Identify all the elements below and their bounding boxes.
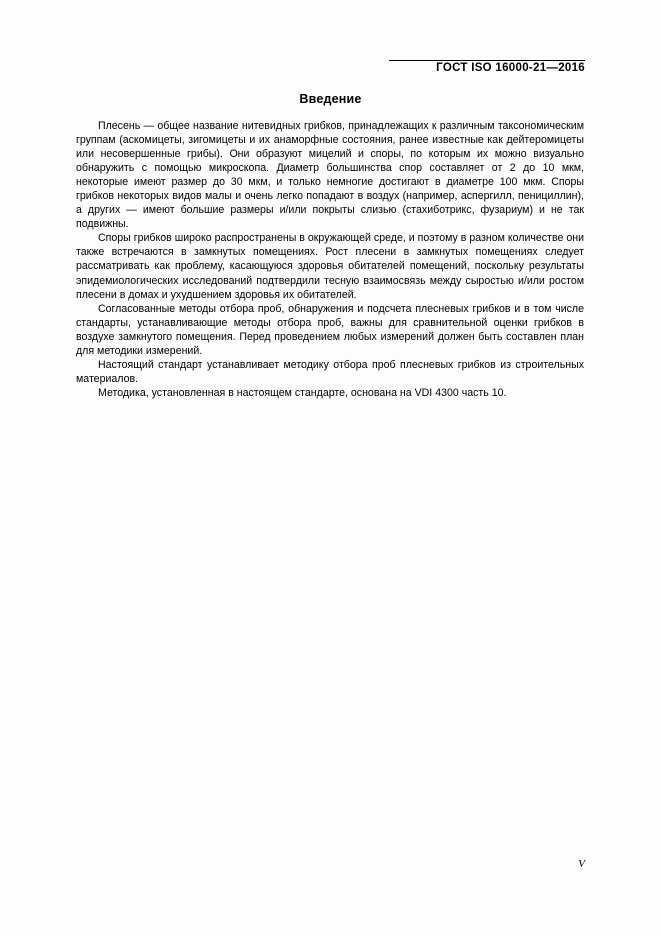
page-title: Введение — [299, 92, 362, 106]
paragraph: Методика, установленная в настоящем стандарте, основана на VDI 4300 часть 10. — [98, 386, 507, 399]
introduction-body — [76, 119, 584, 400]
paragraph: Споры грибков широко распространены в окружающей среде, и поэтому в разном количестве они также встречаются в замкнутых помещениях. Рост плесени в замкнутых помещениях следует рассматривать как проблему, касающуюся здоровья обитателей помещений, поскольку результаты эпидемиологических исследований подтвердили тесную взаимосвязь между сыростью и/или ростом плесени в домах и ухудшением здоровья их обитателей. — [76, 232, 584, 301]
header-rule — [389, 60, 585, 61]
document-header-standard-id: ГОСТ ISO 16000-21—2016 — [436, 62, 585, 74]
paragraph: Настоящий стандарт устанавливает методику отбора проб плесневых грибков из строительных материалов. — [76, 358, 584, 385]
paragraph: Плесень — общее название нитевидных грибков, принадлежащих к различным таксономическим группам (аскомицеты, зигомицеты и их анаморфные состояния, ранее известные как дейтеромицеты или несовершенные грибы). Они образуют мицелий и споры, по которым их можно визуально обнаружить с помощью микроскопа. Диаметр большинства спор составляет от 2 до 10 мкм, некоторые имеют размер до 30 мкм, и только немногие достигают в диаметре 100 мкм. Споры грибков некоторых видов малы и очень легко попадают в воздух (например, аспергилл, пенициллин), а других — имеют большие размеры и/или покрыты слизью (стахиботрикс, фузариум) и не так подвижны. — [76, 120, 584, 231]
page-number: V — [578, 858, 585, 870]
paragraph: Согласованные методы отбора проб, обнаружения и подсчета плесневых грибков и в том числе стандарты, устанавливающие методы отбора проб, важны для сравнительной оценки грибков в воздухе замкнутого помещения. Перед проведением любых измерений должен быть составлен план для методики измерений. — [76, 302, 584, 357]
